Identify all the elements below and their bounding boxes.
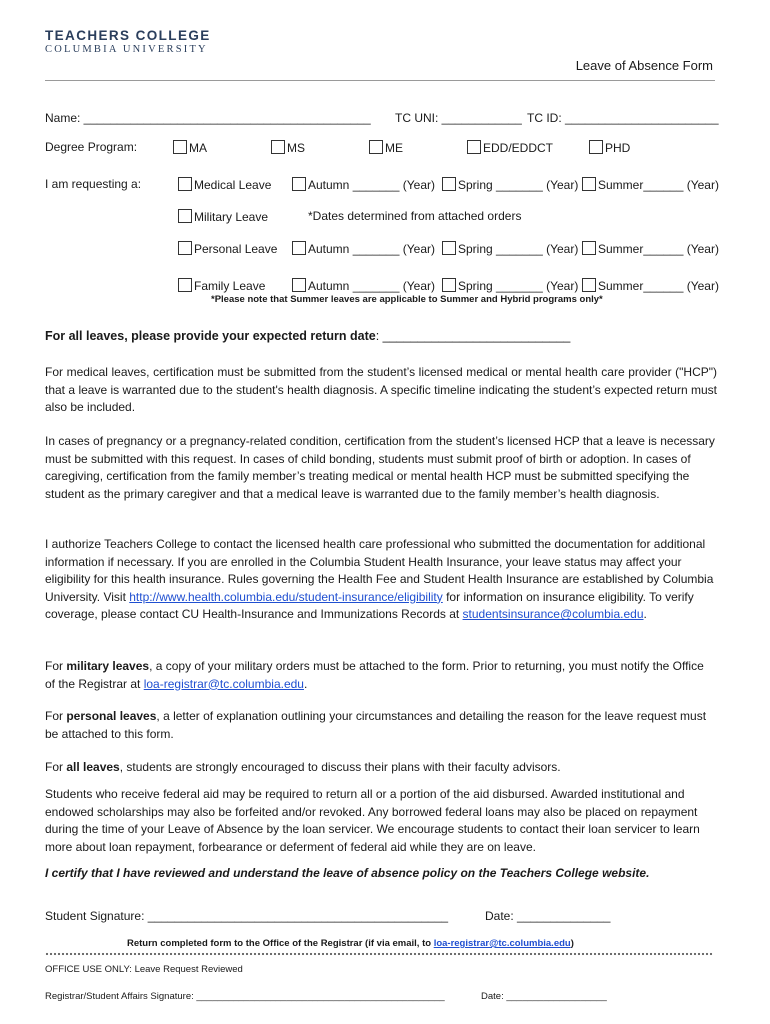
personal-paragraph: For personal leaves, a letter of explanation outlining your circumstances and detailing the reason for the leave request must be attached to this form. bbox=[45, 709, 707, 741]
degree-option-edd[interactable]: EDD/EDDCT bbox=[467, 140, 553, 155]
checkbox[interactable] bbox=[292, 177, 306, 191]
dates-note: *Dates determined from attached orders bbox=[308, 209, 522, 223]
registrar-email-link[interactable]: loa-registrar@tc.columbia.edu bbox=[143, 676, 304, 691]
family-spring[interactable]: Spring _______ (Year) bbox=[442, 278, 578, 293]
checkbox[interactable] bbox=[292, 241, 306, 255]
checkbox[interactable] bbox=[271, 140, 285, 154]
tc-id-field[interactable]: TC ID: _______________________ bbox=[527, 111, 719, 125]
insurance-eligibility-link[interactable]: http://www.health.columbia.edu/student-insurance/eligibility bbox=[129, 589, 443, 604]
checkbox[interactable] bbox=[178, 209, 192, 223]
checkbox[interactable] bbox=[442, 177, 456, 191]
office-use-label: OFFICE USE ONLY: Leave Request Reviewed bbox=[45, 964, 243, 975]
checkbox[interactable] bbox=[369, 140, 383, 154]
logo-line-1: TEACHERS COLLEGE bbox=[45, 28, 211, 43]
logo-line-2: COLUMBIA UNIVERSITY bbox=[45, 44, 208, 55]
checkbox[interactable] bbox=[582, 278, 596, 292]
summer-note: *Please note that Summer leaves are applicable to Summer and Hybrid programs only* bbox=[211, 294, 603, 305]
students-insurance-email-link[interactable]: studentsinsurance@columbia.edu bbox=[462, 607, 644, 622]
pregnancy-paragraph: In cases of pregnancy or a pregnancy-related condition, certification from the student’s licensed HCP that a leave is necessary must be submitted with this request. In cases of child bonding, students must submit proof of birth or adoption. In cases of caregiving, certification from the family member’s treating medical or mental health HCP must be submitted specifying the student as the primary caregiver and that a medical leave is warranted due to the family member’s health diagnosis. bbox=[45, 434, 715, 501]
checkbox[interactable] bbox=[442, 241, 456, 255]
degree-option-phd[interactable]: PHD bbox=[589, 140, 630, 155]
option-military-leave[interactable]: Military Leave bbox=[178, 209, 268, 224]
return-form-instruction: Return completed form to the Office of the Registrar (if via email, to loa-registrar@tc.columbia.edu) bbox=[127, 938, 574, 949]
family-summer[interactable]: Summer______ (Year) bbox=[582, 278, 719, 293]
medical-spring[interactable]: Spring _______ (Year) bbox=[442, 177, 578, 192]
medical-summer[interactable]: Summer______ (Year) bbox=[582, 177, 719, 192]
student-signature-field[interactable]: Student Signature: _____________________________________________ bbox=[45, 909, 449, 923]
authorize-paragraph: I authorize Teachers College to contact the licensed health care professional who submitted the documentation for additional information if necessary. If you are enrolled in the Columbia Student Health Insurance, your leave status may affect your eligibility for this health insurance. Rules governing the Health Fee and Student Health Insurance are established by Columbia University. Visit http://www.health.columbia.edu/student-insurance/eligibility for information on insurance eligibility. To verify coverage, please contact CU Health-Insurance and Immunizations Records at studentsinsurance@columbia.edu. bbox=[45, 537, 714, 622]
requesting-label: I am requesting a: bbox=[45, 177, 142, 191]
checkbox[interactable] bbox=[178, 177, 192, 191]
personal-summer[interactable]: Summer______ (Year) bbox=[582, 241, 719, 256]
degree-option-ms[interactable]: MS bbox=[271, 140, 305, 155]
tc-uni-field[interactable]: TC UNI: ____________ bbox=[395, 111, 522, 125]
checkbox[interactable] bbox=[582, 177, 596, 191]
option-personal-leave[interactable]: Personal Leave bbox=[178, 241, 277, 256]
option-medical-leave[interactable]: Medical Leave bbox=[178, 177, 271, 192]
option-family-leave[interactable]: Family Leave bbox=[178, 278, 265, 293]
medical-paragraph: For medical leaves, certification must be submitted from the student’s licensed medical or mental health care provider ("HCP") that a leave is warranted due to the student's health diagnosis. A specific timeline indicating the student’s expected return must also be included. bbox=[45, 365, 717, 415]
medical-autumn[interactable]: Autumn _______ (Year) bbox=[292, 177, 435, 192]
registrar-date-field[interactable]: Date: ___________________ bbox=[481, 991, 607, 1002]
registrar-signature-field[interactable]: Registrar/Student Affairs Signature: _______________________________________________ bbox=[45, 991, 445, 1002]
all-leaves-paragraph: For all leaves, students are strongly encouraged to discuss their plans with their faculty advisors. bbox=[45, 760, 561, 774]
personal-spring[interactable]: Spring _______ (Year) bbox=[442, 241, 578, 256]
form-title: Leave of Absence Form bbox=[575, 58, 713, 73]
return-date-field[interactable]: For all leaves, please provide your expected return date: ___________________________ bbox=[45, 329, 571, 343]
personal-autumn[interactable]: Autumn _______ (Year) bbox=[292, 241, 435, 256]
checkbox[interactable] bbox=[442, 278, 456, 292]
checkbox[interactable] bbox=[173, 140, 187, 154]
checkbox[interactable] bbox=[178, 278, 192, 292]
name-field[interactable]: Name: ___________________________________________ bbox=[45, 111, 371, 125]
checkbox[interactable] bbox=[467, 140, 481, 154]
header-rule bbox=[45, 80, 715, 81]
federal-aid-paragraph: Students who receive federal aid may be required to return all or a portion of the aid disbursed. Awarded institutional and endowed scholarships may also be forfeited and/or revoked. Any borrowed federal loans may also be placed on repayment during the time of your Leave of Absence by the loan servicer. We encourage students to contact their loan servicer to learn more about loan repayment, forbearance or deferment of federal aid while they are on leave. bbox=[45, 787, 700, 854]
degree-label: Degree Program: bbox=[45, 140, 138, 154]
separator-dots bbox=[45, 952, 713, 956]
student-date-field[interactable]: Date: ______________ bbox=[485, 909, 611, 923]
degree-option-ma[interactable]: MA bbox=[173, 140, 207, 155]
checkbox[interactable] bbox=[582, 241, 596, 255]
checkbox[interactable] bbox=[292, 278, 306, 292]
checkbox[interactable] bbox=[178, 241, 192, 255]
checkbox[interactable] bbox=[589, 140, 603, 154]
return-email-link[interactable]: loa-registrar@tc.columbia.edu bbox=[433, 938, 571, 949]
family-autumn[interactable]: Autumn _______ (Year) bbox=[292, 278, 435, 293]
certify-statement: I certify that I have reviewed and understand the leave of absence policy on the Teachers College website. bbox=[45, 866, 650, 880]
degree-option-me[interactable]: ME bbox=[369, 140, 403, 155]
military-paragraph: For military leaves, a copy of your military orders must be attached to the form. Prior to returning, you must notify the Office of the Registrar at loa-registrar@tc.columbia.edu. bbox=[45, 659, 704, 691]
